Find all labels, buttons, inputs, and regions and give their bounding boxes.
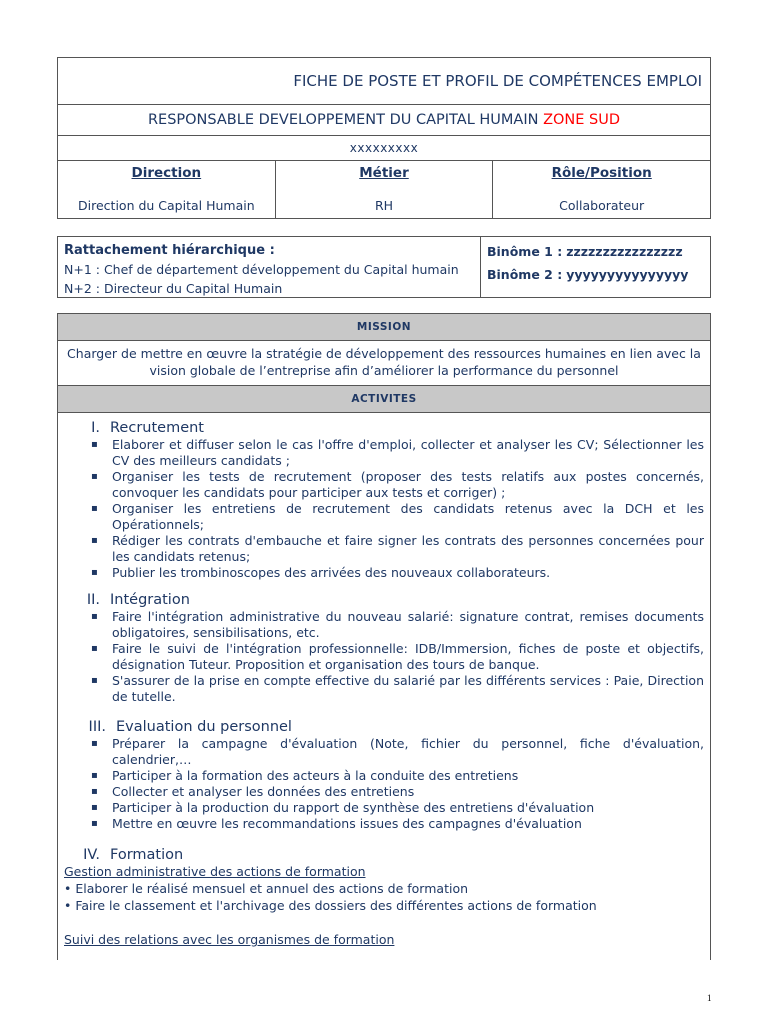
subheading-suivi: Suivi des relations avec les organismes de formation xyxy=(64,932,395,947)
section-title xyxy=(64,847,704,863)
section-number: III. xyxy=(88,719,106,735)
section-list xyxy=(64,736,704,832)
list-item: ▪ S'assurer de la prise en compte effective du salarié par les différents services : Paie, Direction de tutelle. xyxy=(91,673,704,705)
n1-value: Chef de département développement du Capital humain xyxy=(103,262,459,277)
rattachement-table xyxy=(57,236,711,298)
column-heading: Métier xyxy=(359,165,409,181)
subheading-gestion: Gestion administrative des actions de formation xyxy=(64,864,366,879)
section-number: IV. xyxy=(83,847,100,863)
column-heading: Rôle/Position xyxy=(551,165,652,181)
section-name: Formation xyxy=(110,847,184,863)
column-value: Direction du Capital Humain xyxy=(78,198,255,213)
activities-heading: ACTIVITES xyxy=(58,386,710,413)
list-item: ▪ Mettre en œuvre les recommandations issues des campagnes d'évaluation xyxy=(91,816,704,832)
activities-content xyxy=(58,413,710,948)
section-title xyxy=(64,420,704,436)
binome2-value: yyyyyyyyyyyyyyy xyxy=(566,267,689,282)
section-title xyxy=(64,592,704,608)
column-direction xyxy=(58,161,276,218)
rattachement-label: Rattachement hiérarchique : xyxy=(64,243,275,258)
column-role xyxy=(493,161,710,218)
section-name: Intégration xyxy=(110,592,190,608)
list-item: ▪ Elaborer et diffuser selon le cas l'offre d'emploi, collecter et analyser les CV; Sélectionner les CV des meilleurs candidats ; xyxy=(91,437,704,469)
list-item: ▪ Organiser les tests de recrutement (proposer des tests relatifs aux postes concernés, convoquer les candidats pour participer aux tests et corriger) ; xyxy=(91,469,704,501)
binome2-label: Binôme 2 : xyxy=(487,267,563,282)
list-item: ▪ Organiser les entretiens de recrutement des candidats retenus avec la DCH et les Opérationnels; xyxy=(91,501,704,533)
rattachement-hierarchy xyxy=(58,237,481,297)
binome1-value: zzzzzzzzzzzzzzzz xyxy=(566,244,683,259)
column-heading: Direction xyxy=(131,165,202,181)
list-item: ▪ Faire l'intégration administrative du nouveau salarié: signature contrat, remises documents obligatoires, sensibilisations, etc. xyxy=(91,609,704,641)
mission-heading: MISSION xyxy=(58,314,710,341)
formation-line: • Faire le classement et l'archivage des dossiers des différentes actions de formation xyxy=(64,898,597,913)
mission-activities-table xyxy=(57,313,711,960)
section-list xyxy=(64,609,704,705)
list-item: ▪ Publier les trombinoscopes des arrivées des nouveaux collaborateurs. xyxy=(91,565,704,581)
document-title: FICHE DE POSTE ET PROFIL DE COMPÉTENCES EMPLOI xyxy=(58,58,710,105)
n1-label: N+1 : xyxy=(64,262,100,277)
header-columns xyxy=(58,161,710,218)
column-metier xyxy=(276,161,494,218)
list-item: ▪ Participer à la production du rapport de synthèse des entretiens d'évaluation xyxy=(91,800,704,816)
section-name: Evaluation du personnel xyxy=(116,719,292,735)
section-number: I. xyxy=(91,420,100,436)
list-item: ▪ Participer à la formation des acteurs à la conduite des entretiens xyxy=(91,768,704,784)
page-number: 1 xyxy=(707,993,712,1003)
placeholder-code: xxxxxxxxx xyxy=(58,136,710,161)
n2-value: : Directeur du Capital Humain xyxy=(95,281,283,296)
mission-text: Charger de mettre en œuvre la stratégie de développement des ressources humaines en lien avec la vision globale de l’entreprise afin d’améliorer la performance du personnel xyxy=(58,341,710,386)
section-name: Recrutement xyxy=(110,420,204,436)
list-item: ▪ Faire le suivi de l'intégration professionnelle: IDB/Immersion, fiches de poste et objectifs, désignation Tuteur. Proposition et organisation des tours de banque. xyxy=(91,641,704,673)
formation-line: • Elaborer le réalisé mensuel et annuel des actions de formation xyxy=(64,881,469,896)
job-title-main: RESPONSABLE DEVELOPPEMENT DU CAPITAL HUMAIN xyxy=(147,112,539,128)
section-number: II. xyxy=(86,592,100,608)
section-title xyxy=(64,719,704,735)
list-item: ▪ Collecter et analyser les données des entretiens xyxy=(91,784,704,800)
section-list xyxy=(64,437,704,581)
binome1-label: Binôme 1 : xyxy=(487,244,563,259)
column-value: RH xyxy=(374,198,394,213)
column-value: Collaborateur xyxy=(559,198,645,213)
list-item: ▪ Rédiger les contrats d'embauche et faire signer les contrats des personnes concernées pour les candidats retenus; xyxy=(91,533,704,565)
n2-label: N+2 xyxy=(64,281,92,296)
job-title xyxy=(58,105,710,136)
binomes xyxy=(481,237,710,297)
header-table xyxy=(57,57,711,219)
job-title-zone: ZONE SUD xyxy=(543,112,621,128)
list-item: ▪ Préparer la campagne d'évaluation (Note, fichier du personnel, fiche d'évaluation, calendrier,… xyxy=(91,736,704,768)
